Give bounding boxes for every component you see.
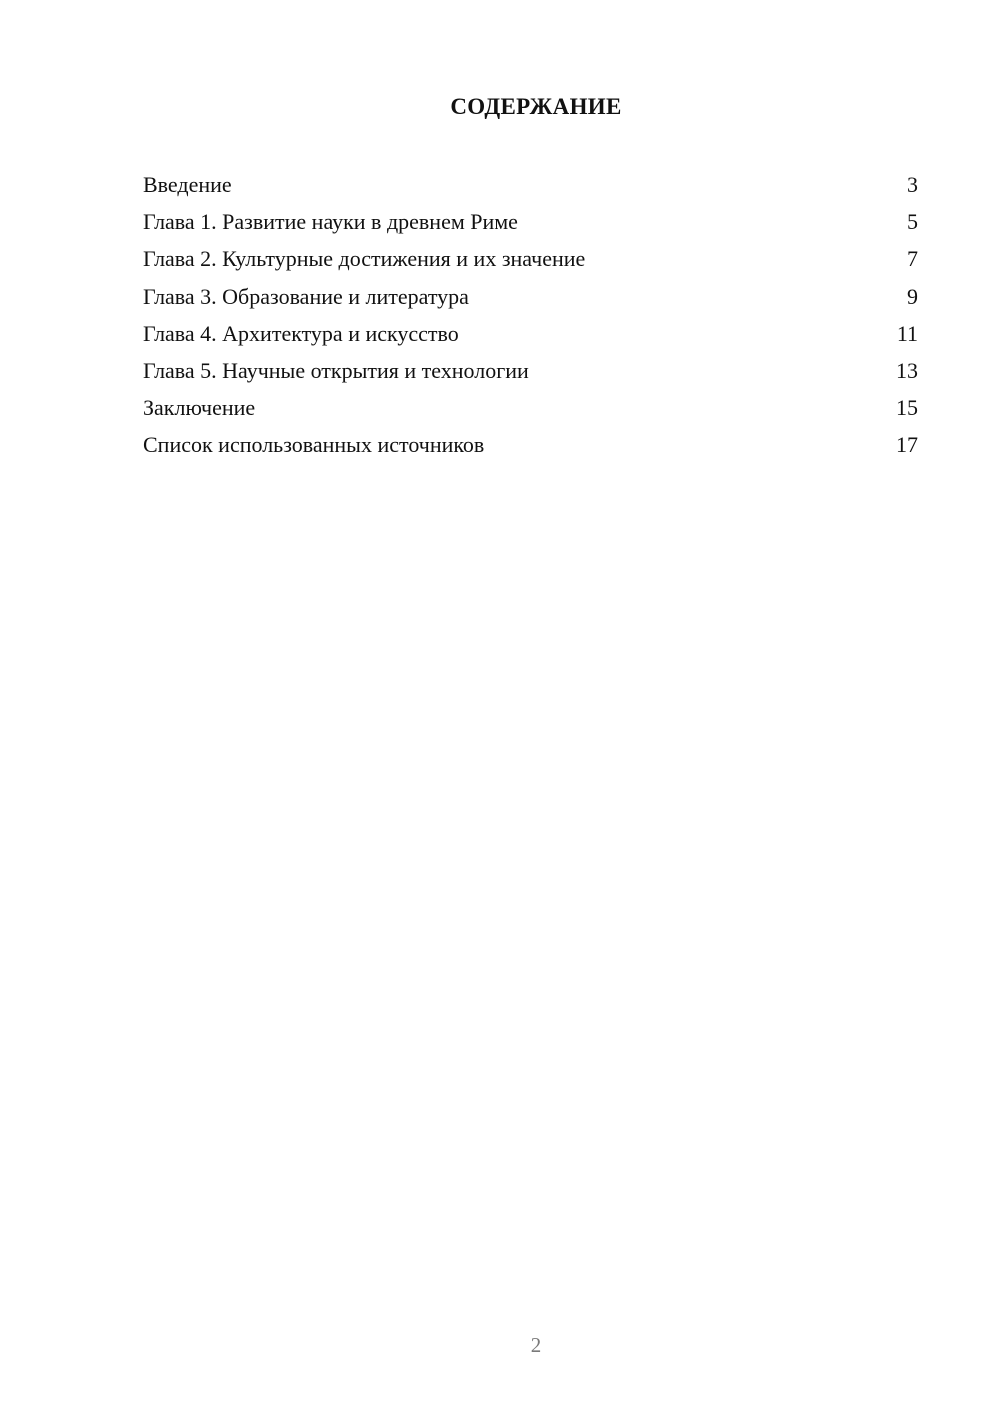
toc-item-references[interactable] [143,428,918,465]
toc-item-introduction[interactable] [143,168,918,205]
toc-entry-page: 17 [896,432,918,458]
toc-entry-title: Список использованных источников [143,432,485,458]
toc-item-chapter-3[interactable] [143,280,918,317]
toc-entry-title: Введение [143,172,232,197]
toc-entry-title: Глава 1. Развитие науки в древнем Риме [143,209,518,235]
toc-entry-page: 7 [907,246,918,272]
toc-heading: СОДЕРЖАНИЕ [450,94,622,119]
toc-entry-page: 15 [896,395,918,421]
toc-entry-title: Глава 4. Архитектура и искусство [143,320,459,346]
toc-entry-page: 3 [907,172,918,197]
toc-entry-page: 9 [907,283,918,309]
toc-entry-title: Заключение [143,395,256,421]
page-number: 2 [530,1333,542,1357]
table-of-contents [143,168,918,466]
toc-item-chapter-1[interactable] [143,205,918,242]
toc-entry-title: Глава 3. Образование и литература [143,283,469,309]
toc-entry-page: 11 [896,320,918,346]
toc-entry-title: Глава 2. Культурные достижения и их значение [143,246,586,272]
toc-item-chapter-5[interactable] [143,354,918,391]
toc-item-chapter-2[interactable] [143,242,918,279]
toc-entry-page: 5 [907,209,918,235]
toc-entry-title: Глава 5. Научные открытия и технологии [143,357,529,383]
toc-item-chapter-4[interactable] [143,317,918,354]
toc-entry-page: 13 [896,357,918,383]
toc-item-conclusion[interactable] [143,391,918,428]
